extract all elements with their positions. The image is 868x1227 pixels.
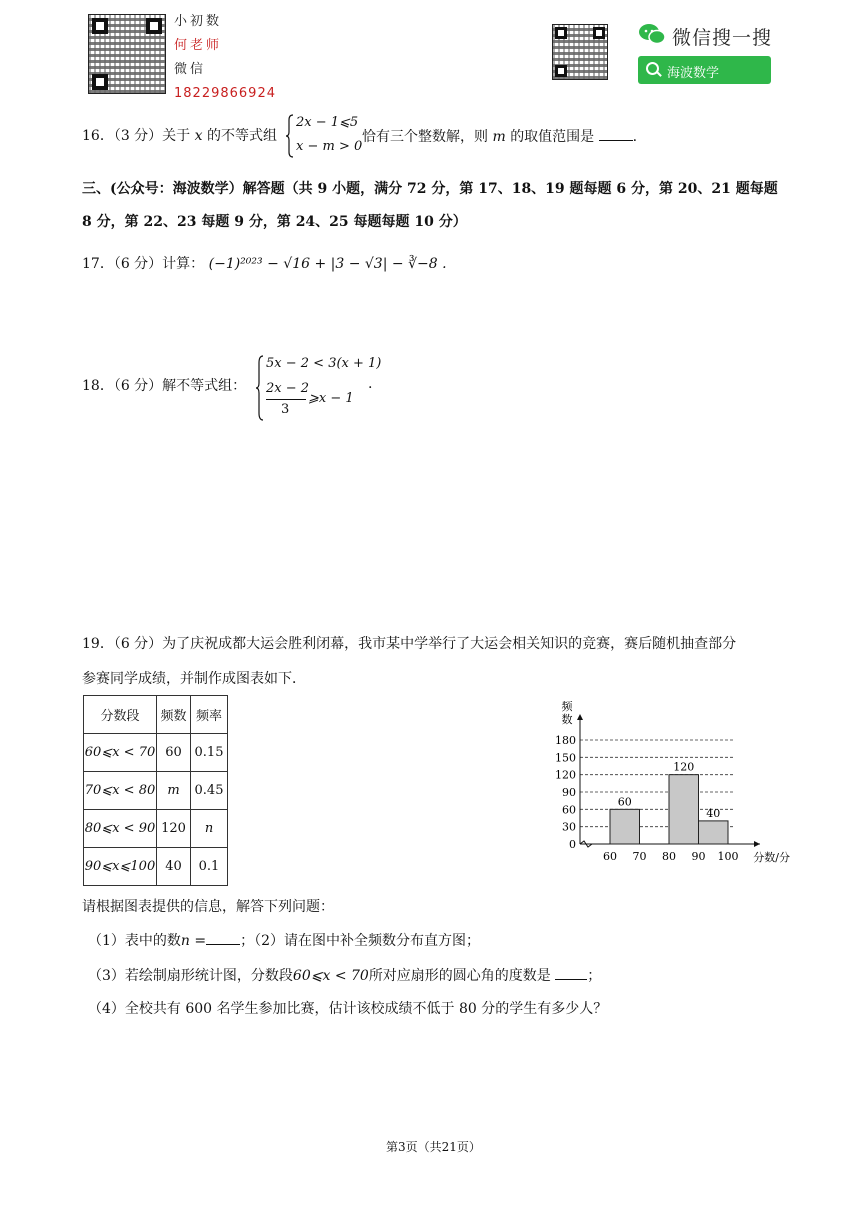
table-cell: 120 — [157, 810, 191, 848]
q16-label: 16．（3 分）关于 — [82, 128, 191, 144]
q16-var-x: x — [194, 128, 203, 144]
table-cell: 0.45 — [191, 772, 228, 810]
q16-answer-blank[interactable] — [599, 126, 633, 141]
y-tick-label: 60 — [562, 803, 576, 817]
q19-sub-3 — [88, 965, 601, 986]
table-cell: n — [191, 810, 228, 848]
x-axis-label: 分数/分 — [753, 851, 790, 864]
table-header: 频数 — [157, 696, 191, 734]
q16-system-brace — [286, 114, 294, 158]
table-cell: 60⩽x < 70 — [84, 734, 157, 772]
q19-line-1: 19．（6 分）为了庆祝成都大运会胜利闭幕，我市某中学举行了大运会相关知识的竞赛，赛后随机抽查部分 — [82, 636, 737, 652]
q18-period: . — [368, 376, 373, 392]
q17-label: 17．（6 分）计算： — [82, 256, 205, 272]
table-header-row — [84, 696, 228, 734]
q19-sub3-text: （3）若绘制扇形统计图，分数段 — [88, 968, 293, 984]
question-16 — [82, 126, 277, 146]
q17-expression: (−1)²⁰²³ − √16 + |3 − √3| − ∛−8 . — [208, 256, 447, 272]
q16-text-after: 恰有三个整数解，则 — [362, 129, 488, 145]
q16-period: . — [632, 129, 638, 145]
contact-note — [174, 10, 276, 106]
q18-system-brace — [256, 355, 264, 421]
q19-sub-4: （4）全校共有 600 名学生参加比赛，估计该校成绩不低于 80 分的学生有多少人？ — [88, 1001, 608, 1017]
q19-sub1-var: n = — [180, 933, 207, 949]
table-row — [84, 848, 228, 886]
q16-tail — [362, 126, 637, 147]
note-phone: 18229866924 — [174, 86, 276, 101]
y-tick-label: 180 — [555, 734, 576, 747]
table-cell: 80⩽x < 90 — [84, 810, 157, 848]
q19-line-2: 参赛同学成绩，并制作成图表如下． — [82, 671, 306, 687]
page-footer: 第3页（共21页） — [386, 1140, 481, 1154]
histogram-bar — [669, 775, 699, 844]
table-cell: 70⩽x < 80 — [84, 772, 157, 810]
histogram-bar — [610, 809, 640, 844]
bar-value-label: 120 — [673, 760, 695, 774]
table-cell: 0.1 — [191, 848, 228, 886]
q18-fraction-denominator: 3 — [281, 402, 290, 417]
q19-sub1-text: （1）表中的数 — [88, 933, 181, 949]
y-axis-arrow — [577, 714, 583, 720]
x-tick-label: 100 — [717, 850, 739, 863]
q18-label: 18．（6 分）解不等式组： — [82, 378, 247, 394]
table-cell: 60 — [157, 734, 191, 772]
q16-inequality-1: 2x − 1⩽5 — [296, 115, 359, 130]
q18-fraction-bar — [266, 399, 306, 400]
x-tick-label: 60 — [603, 850, 617, 863]
note-line-2: 何老师 — [174, 38, 223, 53]
section-3-heading-line-2: 8 分，第 22、23 每题 9 分，第 24、25 每题每题 10 分） — [82, 214, 467, 230]
q19-sub2-text: ；（2）请在图中补全频数分布直方图； — [240, 933, 481, 949]
qr-code-left — [88, 14, 166, 94]
x-tick-label: 80 — [662, 850, 676, 863]
y-tick-label: 90 — [562, 786, 576, 799]
q19-sub3-blank[interactable] — [555, 965, 587, 980]
y-tick-label: 30 — [562, 820, 576, 834]
y-tick-label: 0 — [569, 838, 576, 851]
q19-sub3-text-2: 所对应扇形的圆心角的度数是 — [368, 968, 551, 984]
bar-value-label: 60 — [617, 795, 632, 809]
bar-value-label: 40 — [706, 806, 721, 820]
histogram-bar — [699, 821, 729, 844]
q19-prompt: 请根据图表提供的信息，解答下列问题： — [82, 899, 334, 915]
wechat-search-title: 微信搜一搜 — [672, 27, 773, 49]
section-3-heading-line-1: 三、(公众号：海波数学）解答题（共 9 小题，满分 72 分，第 17、18、19 题每题 6 分，第 20、21 题每题 — [82, 181, 778, 197]
note-line-1: 小初数 — [174, 14, 223, 29]
q19-sub1-blank[interactable] — [206, 930, 240, 945]
q16-text-mid: 的不等式组 — [206, 128, 277, 144]
table-header: 频率 — [191, 696, 228, 734]
y-tick-label: 150 — [555, 751, 576, 765]
y-tick-label: 120 — [555, 768, 576, 782]
q19-sub3-range: 60⩽x < 70 — [292, 968, 369, 984]
frequency-histogram — [540, 696, 790, 868]
wechat-icon — [638, 22, 666, 46]
table-cell: 0.15 — [191, 734, 228, 772]
qr-code-right — [552, 24, 608, 80]
wechat-search-box[interactable] — [638, 56, 771, 84]
q16-text-end: 的取值范围是 — [510, 129, 595, 145]
table-row — [84, 734, 228, 772]
q18-inequality-1: 5x − 2 < 3(x + 1) — [266, 356, 382, 371]
table-header: 分数段 — [84, 696, 157, 734]
q19-sub-1 — [88, 930, 480, 951]
table-cell: 90⩽x⩽100 — [84, 848, 157, 886]
table-row — [84, 772, 228, 810]
y-axis-label: 数 — [561, 713, 573, 726]
note-line-3: 微信 — [174, 62, 207, 77]
q18-inequality-2-rest: ⩾x − 1 — [308, 391, 354, 406]
wechat-search-text: 海波数学 — [667, 66, 720, 81]
y-axis-label: 频 — [561, 700, 573, 713]
table-row — [84, 810, 228, 848]
q18-fraction-numerator: 2x − 2 — [266, 381, 310, 396]
table-cell: m — [157, 772, 191, 810]
q16-var-m: m — [492, 129, 506, 145]
frequency-table — [83, 695, 228, 886]
x-tick-label: 90 — [691, 850, 706, 863]
q16-inequality-2: x − m > 0 — [296, 139, 363, 154]
x-tick-label: 70 — [632, 850, 647, 863]
question-17 — [82, 254, 447, 274]
q19-sub3-end: ； — [587, 968, 602, 984]
x-axis-arrow — [754, 841, 760, 847]
table-cell: 40 — [157, 848, 191, 886]
